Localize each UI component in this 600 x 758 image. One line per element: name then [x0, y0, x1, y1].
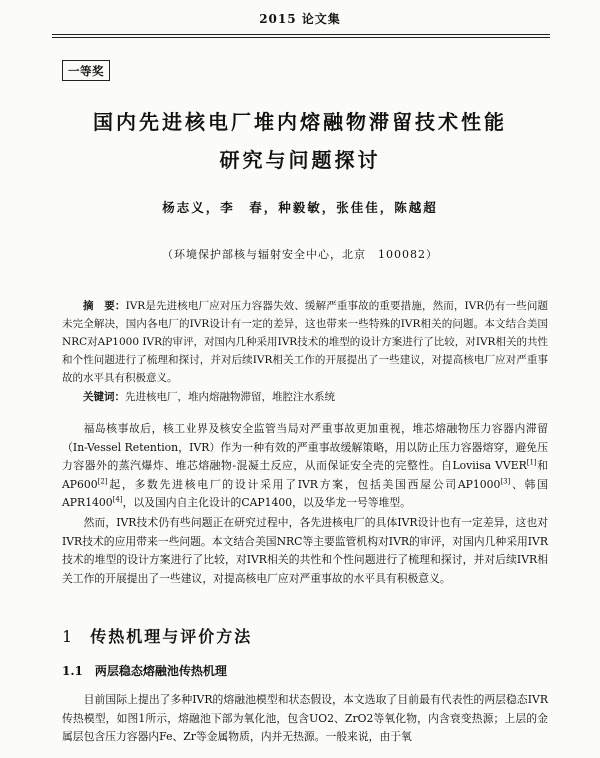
p1-text-c: 起，多数先进核电厂的设计采用了IVR方案，包括美国西屋公司AP1000 [107, 477, 501, 491]
subsection-number: 1.1 [62, 664, 83, 678]
section-heading-1 [62, 624, 252, 647]
keywords [62, 388, 548, 406]
abstract-text: IVR是先进核电厂应对压力容器失效、缓解严重事故的重要措施，然而，IVR仍有一些问题未完全解决，国内各电厂的IVR设计有一定的差异，这也带来一些特殊的IVR相关的问题。本文结合美国NRC对AP1000 IVR的审评，对国内几种采用IVR技术的堆型的设计方案进行了比较，对IVR相关的共性和个性问题进行了梳理和探讨，并对后续IVR相关工作的开展提出了一些建议，对提高核电厂应对严重事故的水平具有积极意义。 [62, 300, 548, 384]
paper-title-line2: 研究与问题探讨 [219, 148, 381, 172]
p1-text-b: 和AP600 [62, 459, 549, 491]
running-header: 2015 论文集 [259, 12, 341, 26]
abstract [62, 297, 548, 387]
keywords-text: 先进核电厂，堆内熔融物滞留，堆腔注水系统 [125, 391, 335, 403]
author-list: 杨志义，李 春，种毅敏，张佳佳，陈越超 [162, 200, 438, 215]
award-badge: 一等奖 [62, 60, 110, 81]
citation-3: [3] [500, 476, 511, 485]
citation-4: [4] [112, 495, 123, 504]
p1-text-e: ，以及国内自主化设计的CAP1400，以及华龙一号等堆型。 [122, 496, 411, 509]
keywords-label: 关键词： [83, 391, 125, 403]
header-rule-thin [52, 37, 550, 38]
section-number: 1 [62, 627, 75, 646]
section-paragraph-1: 目前国际上提出了多种IVR的熔融池模型和状态假设，本文选取了目前最有代表性的两层稳态IVR传热模型，如图1所示，熔融池下部为氧化池，包含UO2、ZrO2等氧化物，内含衰变热源；上层的金属层包含压力容器内Fe、Zr等金属物质，内并无热源。一般来说，由于氧 [62, 693, 548, 743]
intro-paragraph-2: 然而，IVR技术仍有些问题正在研究过程中，各先进核电厂的具体IVR设计也有一定差异，这也对IVR技术的应用带来一些问题。本文结合美国NRC等主要监管机构对IVR的审评，对国内几种采用IVR技术的堆型的设计方案进行了比较，对IVR相关的共性和个性问题进行了梳理和探讨，并对后续IVR相关工作的开展提出了一些建议，对提高核电厂应对严重事故的水平具有积极意义。 [62, 516, 548, 585]
section-title: 传热机理与评价方法 [90, 627, 253, 646]
citation-1: [1] [526, 458, 537, 467]
header-rule-thick [52, 34, 550, 35]
subsection-title: 两层稳态熔融池传热机理 [94, 664, 227, 678]
paper-title-line1: 国内先进核电厂堆内熔融物滞留技术性能 [93, 110, 507, 134]
intro-paragraph-1 [62, 420, 548, 513]
affiliation: （环境保护部核与辐射安全中心，北京 100082） [162, 248, 438, 261]
p1-text-d: 、韩国APR1400 [62, 477, 549, 509]
abstract-label: 摘 要： [83, 300, 126, 312]
citation-2: [2] [97, 476, 108, 485]
p1-text-a: 福岛核事故后，核工业界及核安全监管当局对严重事故更加重视，堆芯熔融物压力容器内滞留（In-Vessel Retention，IVR）作为一种有效的严重事故缓解策略，用以防止压力容器熔穿，避免压力容器外的蒸汽爆炸、堆芯熔融物-混凝土反应，从而保证安全壳的完整性。自Loviisa VVER [62, 422, 548, 472]
subsection-heading-1-1 [62, 662, 227, 679]
